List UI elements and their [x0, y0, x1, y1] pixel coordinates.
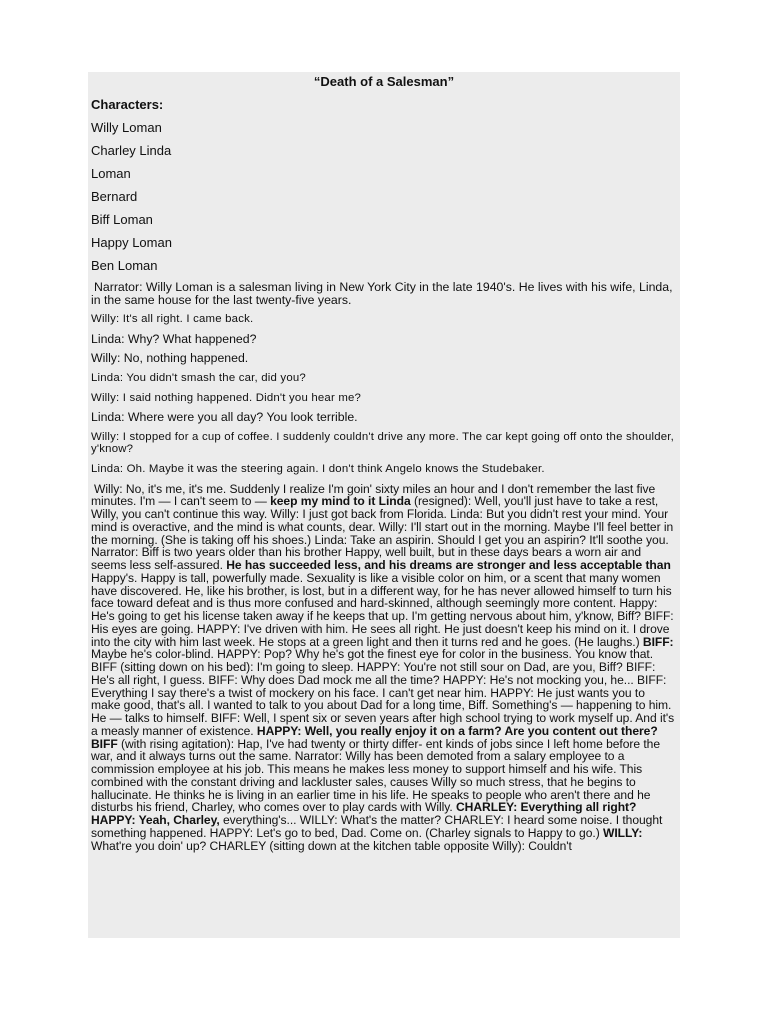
passage-segment: What're you doin' up? CHARLEY (sitting down at the kitchen table opposite Willy): Couldn't — [91, 838, 572, 853]
dialogue-line: Linda: Oh. Maybe it was the steering again. I don't think Angelo knows the Studebaker. — [91, 462, 545, 475]
dialogue-line: Linda: Where were you all day? You look terrible. — [91, 410, 358, 425]
dialogue-line: Willy: It's all right. I came back. — [91, 313, 254, 326]
character-name: Biff Loman — [91, 212, 153, 227]
document-content — [88, 72, 680, 852]
document-title: “Death of a Salesman” — [313, 74, 455, 89]
passage-segment: Happy's. Happy is tall, powerfully made. Sexuality is like a visible color on him, or a scent that many women have discovered. He, like his brother, is lost, but in a different way, for he has never allowed himself to turn his face toward defeat and is thus more confused and hard-skinned, although seemingly more content. Happy: He's going to get his license taken away if he keeps that up. I'm getting nervous about him, y'know, Biff? BIFF: His eyes are going. HAPPY: I've driven with him. He sees all right. He just doesn't keep his mind on it. I drove into the city with him last week. He stops at a green light and then it turns red and he goes. (He laughs.) — [91, 570, 674, 649]
character-name: Willy Loman — [91, 120, 162, 135]
characters-heading: Characters: — [91, 97, 164, 112]
long-passage — [91, 483, 677, 853]
passage-segment-emphasis: WILLY: — [603, 825, 643, 840]
dialogue-line: Willy: I stopped for a cup of coffee. I suddenly couldn't drive any more. The car kept going off onto the shoulder, y'know? — [91, 430, 675, 456]
passage-segment: Willy: No, it's me, it's me. Suddenly I realize I'm goin' sixty miles an hour and I don't remember the last five minutes. I'm — I can't seem to — — [91, 481, 656, 509]
character-name: Loman — [91, 166, 131, 181]
passage-segment: (resigned): Well, you'll just have to take a rest, Willy, you can't continue this way. Willy: I just got back from Florida. Linda: But you didn't rest your mind. Your mind is overactive, and the mind is what counts, dear. Willy: I'll start out in the morning. Maybe I'll feel better in the morning. (She is taking off his shoes.) Linda: Take an aspirin. Should I get you an aspirin? It'll soothe you. Narrator: Biff is two years older than his brother Happy, well built, but in these days bears a worn air and seems less self-assured. — [91, 494, 674, 573]
character-name: Happy Loman — [91, 235, 172, 250]
passage-segment-emphasis: CHARLEY: Everything all right? HAPPY: Yeah, Charley, — [91, 800, 637, 828]
document-page — [88, 72, 680, 938]
character-name: Charley Linda — [91, 143, 172, 158]
passage-segment: Maybe he's color-blind. HAPPY: Pop? Why he's got the finest eye for color in the business. You know that. BIFF (sitting down on his bed): I'm going to sleep. HAPPY: You're not still sour on Dad, are you, Biff? BIFF: He's all right, I guess. BIFF: Why does Dad mock me all the time? HAPPY: He's not mocking you, he... BIFF: Everything I say there's a twist of mockery on his face. I can't get near him. HAPPY: He just wants you to make good, that's all. I wanted to talk to you about Dad for a long time, Biff. Something's — happening to him. He — talks to himself. BIFF: Well, I spent six or seven years after high school trying to work myself up. And it's a measly manner of existence. — [91, 647, 675, 738]
passage-segment: (with rising agitation): Hap, I've had twenty or thirty differ- ent kinds of jobs since I left home before the war, and it always turns out the same. Narrator: Willy has been demoted from a salary employee to a commission employee at his job. This means he makes less money to support himself and his wife. This combined with the constant driving and lackluster sales, causes Willy so much stress, that he begins to hallucinate. He thinks he is living in an earlier time in his life. He speaks to people who aren't there and he disturbs his friend, Charley, who comes over to play cards with Willy. — [91, 736, 661, 815]
dialogue-line: Linda: You didn't smash the car, did you? — [91, 371, 306, 384]
passage-segment-emphasis: keep my mind to it Linda — [270, 494, 411, 509]
dialogue-line: Willy: No, nothing happened. — [91, 351, 249, 366]
dialogue-line: Linda: Why? What happened? — [91, 331, 257, 346]
passage-segment-emphasis: BIFF: — [642, 634, 674, 649]
passage-segment-emphasis: He has succeeded less, and his dreams are stronger and less acceptable than — [226, 558, 671, 573]
character-name: Ben Loman — [91, 258, 158, 273]
dialogue-line: Willy: I said nothing happened. Didn't you hear me? — [91, 391, 362, 404]
passage-segment: everything's... WILLY: What's the matter? CHARLEY: I heard some noise. I thought something happened. HAPPY: Let's go to bed, Dad. Come on. (Charley signals to Happy to go.) — [91, 813, 663, 840]
character-name: Bernard — [91, 189, 138, 204]
passage-segment-emphasis: HAPPY: Well, you really enjoy it on a farm? Are you content out there? BIFF — [91, 723, 658, 751]
narrator-paragraph: Narrator: Willy Loman is a salesman living in New York City in the late 1940's. He lives with his wife, Linda, in the same house for the last twenty-five years. — [91, 280, 673, 307]
